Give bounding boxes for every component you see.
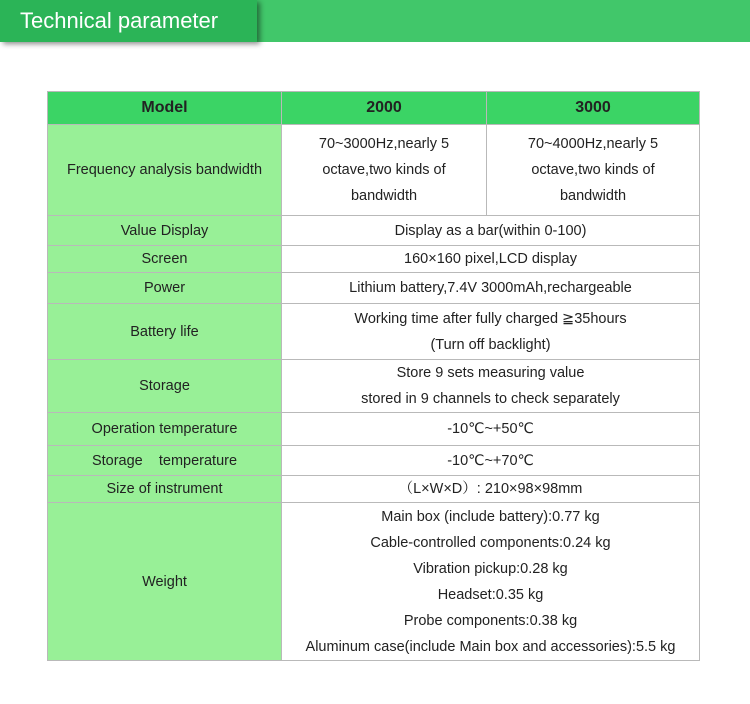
cell-line: octave,two kinds of xyxy=(531,162,655,178)
cell-line: octave,two kinds of xyxy=(322,162,446,178)
cell-line: (Turn off backlight) xyxy=(430,336,551,353)
table-row xyxy=(48,503,700,661)
cell-line: Headset:0.35 kg xyxy=(437,586,544,603)
cell-line: 70~4000Hz,nearly 5 xyxy=(527,136,659,152)
cell-line: （L×W×D）: 210×98×98mm xyxy=(398,481,583,497)
row-value xyxy=(282,503,700,661)
row-label: Screen xyxy=(48,246,282,273)
row-value xyxy=(282,246,700,273)
table-row xyxy=(48,304,700,360)
spec-table xyxy=(47,91,700,661)
cell-line: Store 9 sets measuring value xyxy=(396,365,585,381)
cell-2000 xyxy=(282,125,487,216)
row-label: Value Display xyxy=(48,216,282,246)
row-label: Storage xyxy=(48,360,282,413)
cell-line: Cable-controlled components:0.24 kg xyxy=(370,534,611,551)
table-row xyxy=(48,273,700,304)
table-row xyxy=(48,216,700,246)
table-row xyxy=(48,360,700,413)
cell-line: Vibration pickup:0.28 kg xyxy=(413,560,568,577)
table-row xyxy=(48,413,700,446)
row-value xyxy=(282,476,700,503)
row-value xyxy=(282,304,700,360)
cell-line: -10℃~+50℃ xyxy=(447,421,534,437)
cell-line: Probe components:0.38 kg xyxy=(403,612,578,629)
table-row xyxy=(48,476,700,503)
table-row xyxy=(48,246,700,273)
header-banner xyxy=(0,0,750,42)
cell-line: Main box (include battery):0.77 kg xyxy=(381,508,600,525)
column-header-model: Model xyxy=(48,92,282,125)
cell-line: bandwidth xyxy=(559,188,627,204)
row-label: Storage temperature xyxy=(48,446,282,476)
cell-line: 70~3000Hz,nearly 5 xyxy=(318,136,450,152)
cell-line: Aluminum case(include Main box and accessories):5.5 kg xyxy=(305,638,676,655)
cell-line: bandwidth xyxy=(350,188,418,204)
table-row xyxy=(48,446,700,476)
row-value xyxy=(282,360,700,413)
row-value xyxy=(282,216,700,246)
row-label: Frequency analysis bandwidth xyxy=(48,125,282,216)
column-header-2000: 2000 xyxy=(282,92,487,125)
cell-line: stored in 9 channels to check separately xyxy=(361,391,620,407)
cell-3000 xyxy=(487,125,700,216)
cell-line: 160×160 pixel,LCD display xyxy=(404,251,577,267)
table-row xyxy=(48,125,700,216)
cell-line: Lithium battery,7.4V 3000mAh,rechargeable xyxy=(349,280,632,296)
row-value xyxy=(282,413,700,446)
row-label: Operation temperature xyxy=(48,413,282,446)
row-value xyxy=(282,446,700,476)
table-header-row xyxy=(48,92,700,125)
cell-line: Working time after fully charged ≧35hours xyxy=(354,310,627,327)
cell-line: -10℃~+70℃ xyxy=(447,452,534,469)
page-title: Technical parameter xyxy=(0,0,257,42)
row-label: Power xyxy=(48,273,282,304)
row-label: Weight xyxy=(48,503,282,661)
row-label: Size of instrument xyxy=(48,476,282,503)
cell-line: Display as a bar(within 0-100) xyxy=(394,222,587,239)
column-header-3000: 3000 xyxy=(487,92,700,125)
row-label: Battery life xyxy=(48,304,282,360)
row-value xyxy=(282,273,700,304)
